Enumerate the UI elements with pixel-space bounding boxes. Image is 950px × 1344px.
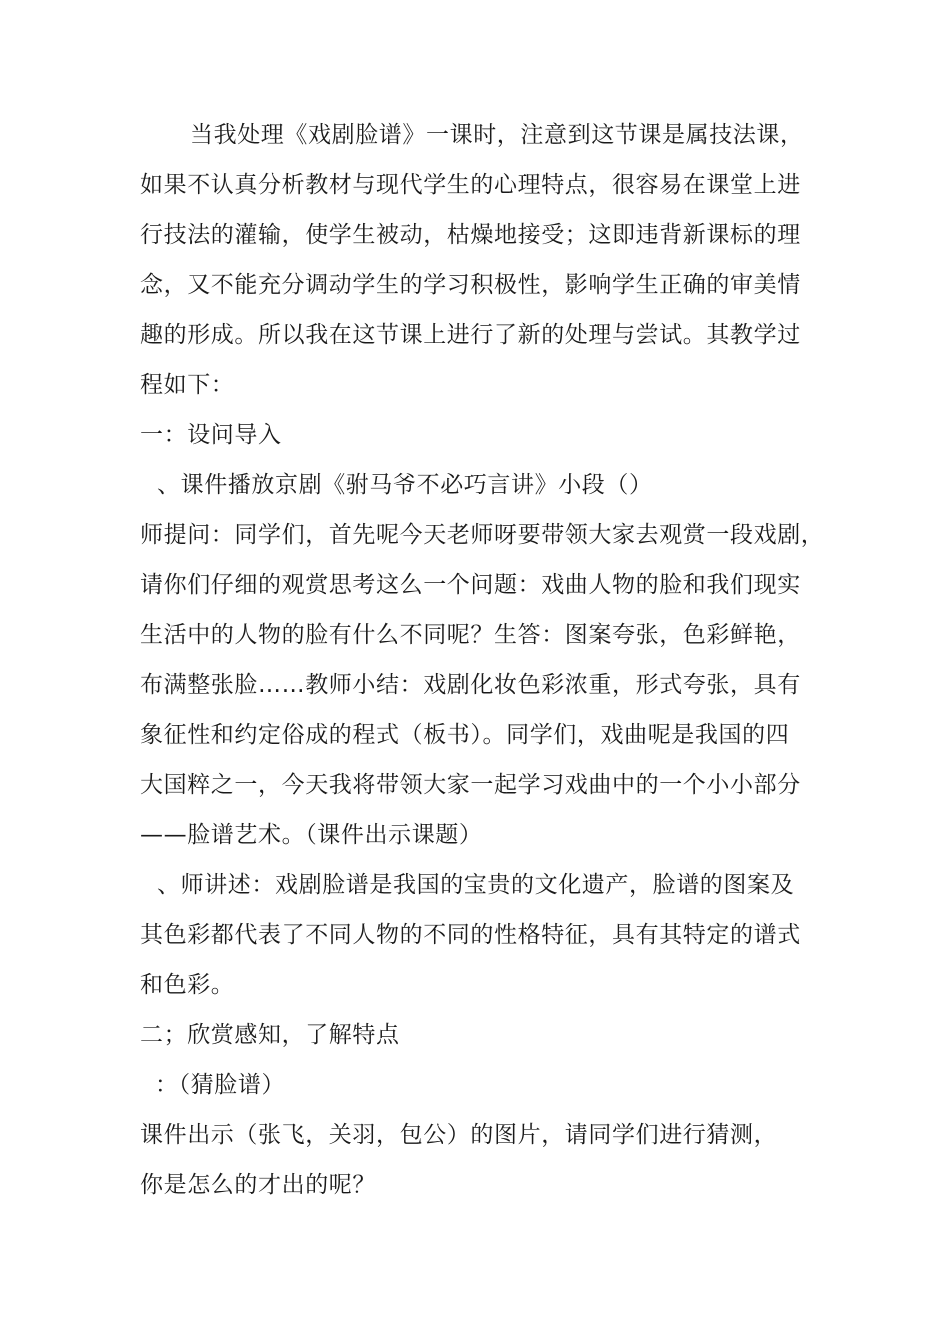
paragraph-line: 你是怎么的才出的呢？ [140, 1172, 376, 1198]
paragraph-line: 和色彩。 [140, 972, 235, 998]
paragraph-line: 大国粹之一，今天我将带领大家一起学习戏曲中的一个小小部分 [140, 772, 801, 798]
paragraph-line: ——脸谱艺术。（课件出示课题） [140, 822, 483, 848]
paragraph-line: 布满整张脸……教师小结：戏剧化妆色彩浓重，形式夸张，具有 [140, 672, 801, 698]
paragraph-line: 象征性和约定俗成的程式（板书）。同学们，戏曲呢是我国的四 [140, 722, 790, 748]
paragraph-line: 如果不认真分析教材与现代学生的心理特点，很容易在课堂上进 [140, 172, 801, 198]
paragraph-line: 课件出示（张飞，关羽，包公）的图片，请同学们进行猜测， [140, 1122, 778, 1148]
list-item: 、师讲述：戏剧脸谱是我国的宝贵的文化遗产，脸谱的图案及 [157, 872, 795, 898]
paragraph-line: 生活中的人物的脸有什么不同呢？生答：图案夸张，色彩鲜艳， [140, 622, 801, 648]
paragraph-line: 念，又不能充分调动学生的学习积极性，影响学生正确的审美情 [140, 272, 801, 298]
paragraph-line: 当我处理《戏剧脸谱》一课时，注意到这节课是属技法课， [190, 122, 804, 148]
paragraph-line: 请你们仔细的观赏思考这么一个问题：戏曲人物的脸和我们现实 [140, 572, 801, 598]
list-item: ：（猜脸谱） [155, 1072, 286, 1098]
paragraph-line: 师提问：同学们，首先呢今天老师呀要带领大家去观赏一段戏剧， [140, 522, 825, 548]
paragraph-line: 行技法的灌输，使学生被动，枯燥地接受；这即违背新课标的理 [140, 222, 801, 248]
section-heading: 一：设问导入 [140, 422, 282, 448]
paragraph-line: 其色彩都代表了不同人物的不同的性格特征，具有其特定的谱式 [140, 922, 801, 948]
paragraph-line: 程如下： [140, 372, 235, 398]
list-item: 、课件播放京剧《驸马爷不必巧言讲》小段（） [157, 472, 653, 498]
section-heading: 二；欣赏感知，了解特点 [140, 1022, 400, 1048]
paragraph-line: 趣的形成。所以我在这节课上进行了新的处理与尝试。其教学过 [140, 322, 801, 348]
